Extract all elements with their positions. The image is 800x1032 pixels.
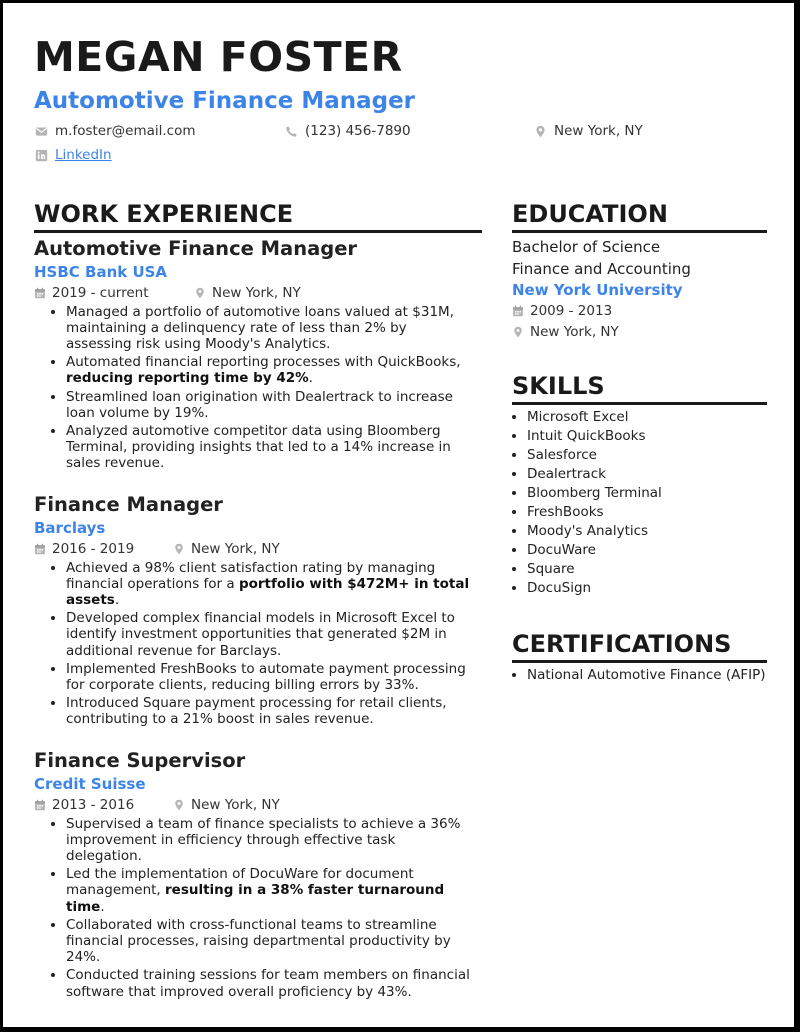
job-dates-text: 2019 - current — [52, 285, 149, 302]
skills-section — [512, 408, 767, 598]
skill-item: • FreshBooks — [527, 503, 767, 522]
contact-linkedin — [35, 149, 112, 163]
job-dates — [34, 285, 194, 301]
job-location — [173, 541, 280, 557]
job-title: Automotive Finance Manager — [34, 237, 358, 260]
candidate-name: MEGAN FOSTER — [34, 33, 403, 81]
bullet: • Automated financial reporting processes with QuickBooks, reducing reporting time by 42%. — [66, 354, 474, 386]
company-name: HSBC Bank USA — [34, 263, 168, 282]
linkedin-link[interactable]: LinkedIn — [55, 147, 112, 163]
candidate-title: Automotive Finance Manager — [34, 88, 416, 114]
skill-item: • Microsoft Excel — [527, 408, 767, 427]
bullet: • Led the implementation of DocuWare for document management, resulting in a 38% faster turnaround time. — [66, 866, 474, 915]
job-title: Finance Manager — [34, 493, 223, 516]
company-name: Barclays — [34, 519, 106, 538]
phone-icon — [285, 125, 298, 138]
job-entry — [34, 749, 474, 1002]
skill-item: • Square — [527, 560, 767, 579]
job-location-text: New York, NY — [191, 541, 280, 558]
job-entry — [34, 493, 474, 730]
resume-page — [3, 3, 794, 1027]
email-text: m.foster@email.com — [55, 123, 196, 139]
skill-item: • DocuSign — [527, 579, 767, 598]
location-pin-icon — [173, 543, 185, 555]
skill-item: • Bloomberg Terminal — [527, 484, 767, 503]
degree: Bachelor of Science — [512, 238, 661, 256]
bullet: • Collaborated with cross-functional teams to streamline financial processes, raising departmental productivity by 24%. — [66, 917, 474, 966]
education-location — [512, 322, 767, 343]
bullet: • Supervised a team of finance specialists to achieve a 36% improvement in efficiency through effective task delegation. — [66, 816, 474, 865]
bullet: • Introduced Square payment processing for retail clients, contributing to a 21% boost in sales revenue. — [66, 695, 474, 727]
job-bullets — [34, 560, 474, 728]
job-dates-text: 2013 - 2016 — [52, 797, 135, 814]
skills-list — [512, 408, 767, 598]
linkedin-icon — [35, 149, 48, 162]
calendar-icon — [34, 287, 46, 299]
job-dates — [34, 797, 173, 813]
bullet: • Streamlined loan origination with Dealertrack to increase loan volume by 19%. — [66, 389, 474, 421]
work-experience-heading: WORK EXPERIENCE — [34, 202, 482, 233]
job-entry — [34, 237, 474, 474]
job-location-text: New York, NY — [191, 797, 280, 814]
certifications-list — [512, 666, 767, 685]
bullet: • Managed a portfolio of automotive loans valued at $31M, maintaining a delinquency rate of less than 2% by assessing risk using Moody's Analytics. — [66, 304, 474, 353]
contact-phone — [285, 125, 411, 139]
job-dates-text: 2016 - 2019 — [52, 541, 135, 558]
job-meta — [34, 797, 474, 813]
job-meta — [34, 541, 474, 557]
certifications-heading: CERTIFICATIONS — [512, 632, 767, 663]
skill-item: • DocuWare — [527, 541, 767, 560]
field-of-study: Finance and Accounting — [512, 259, 691, 278]
certifications-section — [512, 666, 767, 685]
bullet: • Conducted training sessions for team members on financial software that improved overall proficiency by 43%. — [66, 967, 474, 999]
skill-item: • Moody's Analytics — [527, 522, 767, 541]
skill-item: • Intuit QuickBooks — [527, 427, 767, 446]
location-pin-icon — [512, 326, 524, 338]
calendar-icon — [512, 305, 524, 317]
school-name: New York University — [512, 281, 683, 299]
skill-item: • Dealertrack — [527, 465, 767, 484]
skills-heading: SKILLS — [512, 374, 767, 405]
certification-item: • National Automotive Finance (AFIP) — [527, 666, 767, 685]
education-dates — [512, 301, 767, 322]
job-location — [194, 285, 301, 301]
job-dates — [34, 541, 173, 557]
job-location-text: New York, NY — [212, 285, 301, 302]
education-entry — [512, 237, 767, 342]
contact-location — [534, 125, 643, 139]
job-title: Finance Supervisor — [34, 749, 246, 772]
contact-email — [35, 125, 196, 139]
bullet: • Analyzed automotive competitor data using Bloomberg Terminal, providing insights that led to a 14% increase in sales revenue. — [66, 423, 474, 472]
skill-item: • Salesforce — [527, 446, 767, 465]
job-location — [173, 797, 280, 813]
envelope-icon — [35, 125, 48, 138]
location-pin-icon — [534, 125, 547, 138]
location-text: New York, NY — [554, 123, 643, 139]
bullet: • Achieved a 98% client satisfaction rating by managing financial operations for a portfolio with $472M+ in total assets. — [66, 560, 474, 609]
calendar-icon — [34, 799, 46, 811]
calendar-icon — [34, 543, 46, 555]
education-dates-text: 2009 - 2013 — [530, 303, 613, 319]
bullet: • Implemented FreshBooks to automate payment processing for corporate clients, reducing billing errors by 33%. — [66, 661, 474, 693]
company-name: Credit Suisse — [34, 775, 146, 794]
education-heading: EDUCATION — [512, 202, 767, 233]
job-bullets — [34, 304, 474, 472]
education-location-text: New York, NY — [530, 323, 619, 340]
job-meta — [34, 285, 474, 301]
location-pin-icon — [194, 287, 206, 299]
phone-text: (123) 456-7890 — [305, 123, 411, 139]
location-pin-icon — [173, 799, 185, 811]
job-bullets — [34, 816, 474, 1000]
bullet: • Developed complex financial models in Microsoft Excel to identify investment opportunities that generated $2M in additional revenue for Barclays. — [66, 610, 474, 659]
